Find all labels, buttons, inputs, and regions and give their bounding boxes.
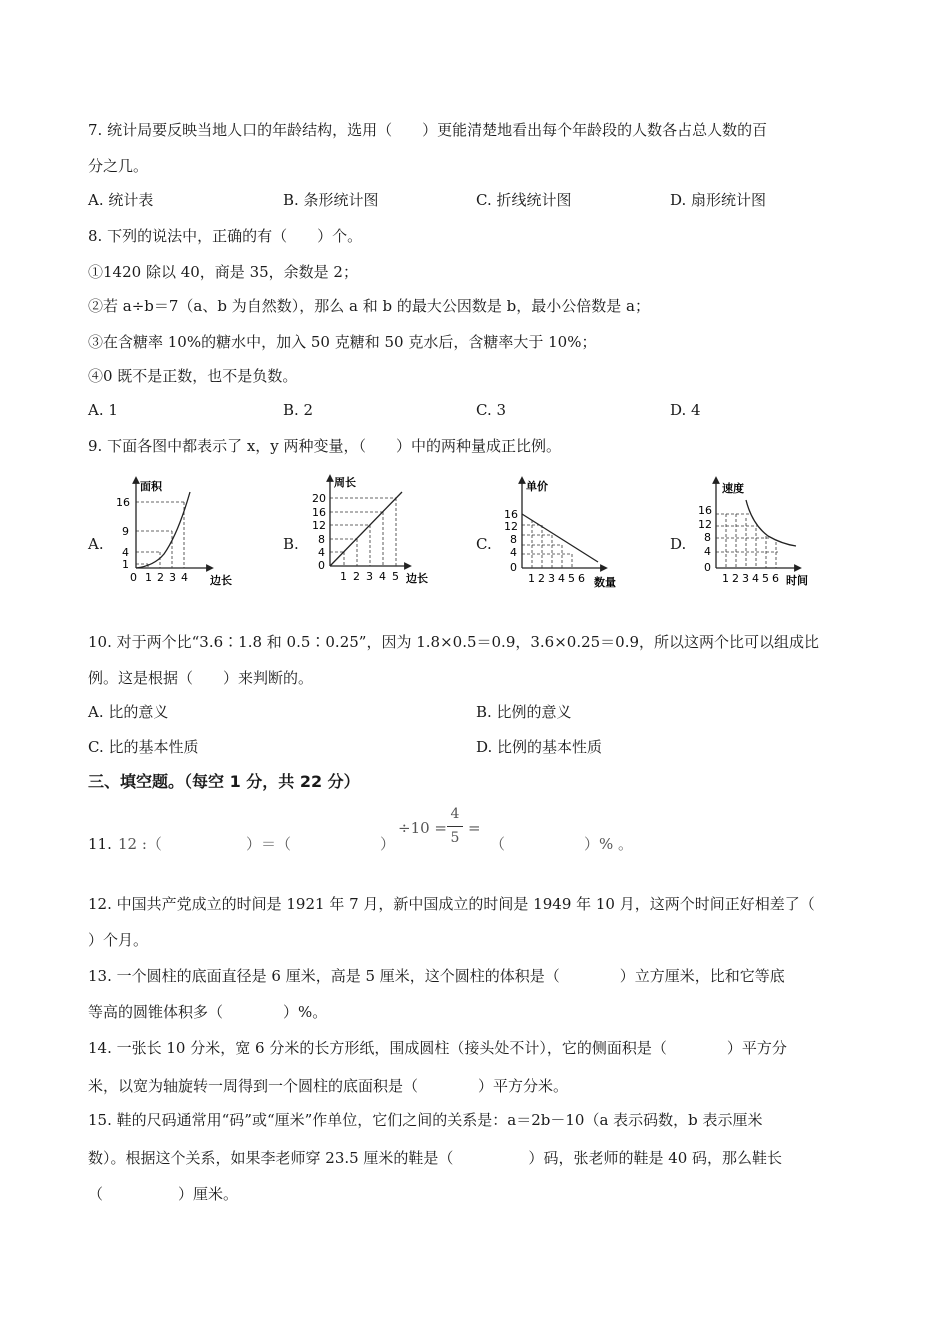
graph-d-ylabel: 速度: [722, 482, 744, 495]
graph-a-ytick: 1: [122, 558, 129, 571]
graph-d: [692, 474, 832, 592]
q9-option-d[interactable]: D.: [670, 535, 687, 553]
graph-c-ytick: 12: [504, 520, 518, 533]
graph-d-xtick: 2: [732, 572, 739, 585]
q15-line1: 15. 鞋的尺码通常用“码”或“厘米”作单位，它们之间的关系是：a＝2b－10（a 表示码数，b 表示厘米: [88, 1111, 763, 1129]
q13-line2: 等高的圆锥体积多（ ）%。: [88, 1003, 328, 1021]
q8-option-d[interactable]: D. 4: [670, 401, 701, 419]
graph-a-ytick: 4: [122, 546, 129, 559]
graph-b-ytick: 8: [318, 533, 325, 546]
graph-b: [302, 472, 442, 590]
graph-b-xtick: 5: [392, 570, 399, 583]
q12-line1: 12. 中国共产党成立的时间是 1921 年 7 月，新中国成立的时间是 1949 年 10 月，这两个时间正好相差了（: [88, 895, 815, 913]
graph-d-xtick: 6: [772, 572, 779, 585]
graph-d-ytick: 16: [698, 504, 712, 517]
graph-c: [498, 474, 638, 592]
graph-d-xlabel: 时间: [786, 574, 808, 587]
graph-b-ytick: 16: [312, 506, 326, 519]
graph-b-xtick: 3: [366, 570, 373, 583]
graph-d-ytick: 4: [704, 545, 711, 558]
q15-line3: （ ）厘米。: [88, 1185, 239, 1203]
q7-line2: 分之几。: [88, 157, 149, 175]
graph-c-xtick: 6: [578, 572, 585, 585]
q9-stem: 9. 下面各图中都表示了 x，y 两种变量，（ ）中的两种量成正比例。: [88, 437, 562, 455]
q11-text: ）: [380, 835, 396, 853]
q7-line1: 7. 统计局要反映当地人口的年龄结构，选用（ ）更能清楚地看出每个年龄段的人数各占总人数的百: [88, 121, 768, 139]
graph-d-xtick: 1: [722, 572, 729, 585]
graph-b-ytick: 0: [318, 559, 325, 572]
q13-line1: 13. 一个圆柱的底面直径是 6 厘米，高是 5 厘米，这个圆柱的体积是（ ）立方厘米，比和它等底: [88, 967, 785, 985]
graph-c-ytick: 0: [510, 561, 517, 574]
graph-b-ylabel: 周长: [334, 476, 356, 489]
graph-b-xtick: 2: [353, 570, 360, 583]
graph-b-ytick: 12: [312, 519, 326, 532]
q10-line1: 10. 对于两个比“3.6∶1.8 和 0.5∶0.25”，因为 1.8×0.5＝0.9，3.6×0.25＝0.9，所以这两个比可以组成比: [88, 633, 820, 651]
q8-stem: 8. 下列的说法中，正确的有（ ）个。: [88, 227, 363, 245]
q8-statement-4: ④0 既不是正数，也不是负数。: [88, 367, 298, 385]
q11-text: ÷10 =: [398, 819, 447, 837]
q8-statement-3: ③在含糖率 10%的糖水中，加入 50 克糖和 50 克水后，含糖率大于 10%；: [88, 333, 597, 351]
q8-statement-1: ①1420 除以 40，商是 35，余数是 2；: [88, 263, 358, 281]
graph-a-xtick: 2: [157, 571, 164, 584]
q9-option-c[interactable]: C.: [476, 535, 492, 553]
q9-option-a[interactable]: A.: [88, 535, 104, 553]
graph-c-ytick: 8: [510, 533, 517, 546]
q11-text: =: [468, 819, 481, 837]
graph-d-xtick: 3: [742, 572, 749, 585]
graph-b-ytick: 20: [312, 492, 326, 505]
graph-c-xlabel: 数量: [594, 576, 616, 589]
q8-option-a[interactable]: A. 1: [88, 401, 118, 419]
q7-option-d[interactable]: D. 扇形统计图: [670, 191, 767, 209]
q10-option-a[interactable]: A. 比的意义: [88, 703, 169, 721]
graph-c-xtick: 1: [528, 572, 535, 585]
q9-option-b[interactable]: B.: [283, 535, 299, 553]
graph-a-xtick: 0: [130, 571, 137, 584]
graph-b-ytick: 4: [318, 546, 325, 559]
graph-c-xtick: 4: [558, 572, 565, 585]
q7-option-b[interactable]: B. 条形统计图: [283, 191, 379, 209]
graph-d-xtick: 5: [762, 572, 769, 585]
q11-number: 11.: [88, 835, 112, 853]
q11-text: （: [490, 835, 506, 853]
q11-fraction-bar: [447, 826, 463, 827]
graph-a-ytick: 16: [116, 496, 130, 509]
graph-d-ytick: 12: [698, 518, 712, 531]
graph-d-ytick: 8: [704, 531, 711, 544]
graph-d-xtick: 4: [752, 572, 759, 585]
q14-line2: 米，以宽为轴旋转一周得到一个圆柱的底面积是（ ）平方分米。: [88, 1077, 569, 1095]
q11-fraction-denominator: 5: [450, 830, 460, 846]
q10-line2: 例。这是根据（ ）来判断的。: [88, 669, 314, 687]
graph-a-ytick: 9: [122, 525, 129, 538]
graph-d-ytick: 0: [704, 561, 711, 574]
graph-c-xtick: 5: [568, 572, 575, 585]
q10-option-b[interactable]: B. 比例的意义: [476, 703, 572, 721]
q12-line2: ）个月。: [88, 931, 149, 949]
graph-c-xtick: 3: [548, 572, 555, 585]
graph-a: [106, 474, 246, 592]
graph-a-ylabel: 面积: [140, 480, 162, 493]
graph-c-ytick: 16: [504, 508, 518, 521]
graph-a-xtick: 3: [169, 571, 176, 584]
q11-text: ）% 。: [584, 835, 634, 853]
q11-text: ）＝（: [246, 835, 292, 853]
q14-line1: 14. 一张长 10 分米，宽 6 分米的长方形纸，围成圆柱（接头处不计），它的侧面积是（ ）平方分: [88, 1039, 787, 1057]
graph-a-xlabel: 边长: [210, 574, 232, 587]
graph-a-xtick: 1: [145, 571, 152, 584]
q10-option-d[interactable]: D. 比例的基本性质: [476, 738, 603, 756]
q7-option-a[interactable]: A. 统计表: [88, 191, 154, 209]
q15-line2: 数）。根据这个关系，如果李老师穿 23.5 厘米的鞋是（ ）码，张老师的鞋是 40 码，那么鞋长: [88, 1149, 783, 1167]
graph-b-xtick: 1: [340, 570, 347, 583]
q11-text: 12 :（: [118, 835, 162, 853]
graph-c-ytick: 4: [510, 546, 517, 559]
q10-option-c[interactable]: C. 比的基本性质: [88, 738, 199, 756]
graph-a-xtick: 4: [181, 571, 188, 584]
section-heading: 三、填空题。（每空 1 分，共 22 分）: [88, 772, 360, 791]
q8-option-c[interactable]: C. 3: [476, 401, 507, 419]
q7-option-c[interactable]: C. 折线统计图: [476, 191, 572, 209]
graph-b-xtick: 4: [379, 570, 386, 583]
graph-c-xtick: 2: [538, 572, 545, 585]
q8-statement-2: ②若 a÷b＝7（a、b 为自然数），那么 a 和 b 的最大公因数是 b，最小公倍数是 a；: [88, 297, 650, 315]
graph-b-xlabel: 边长: [406, 572, 428, 585]
q11-fraction-numerator: 4: [450, 806, 460, 822]
graph-c-ylabel: 单价: [526, 480, 548, 493]
q8-option-b[interactable]: B. 2: [283, 401, 314, 419]
